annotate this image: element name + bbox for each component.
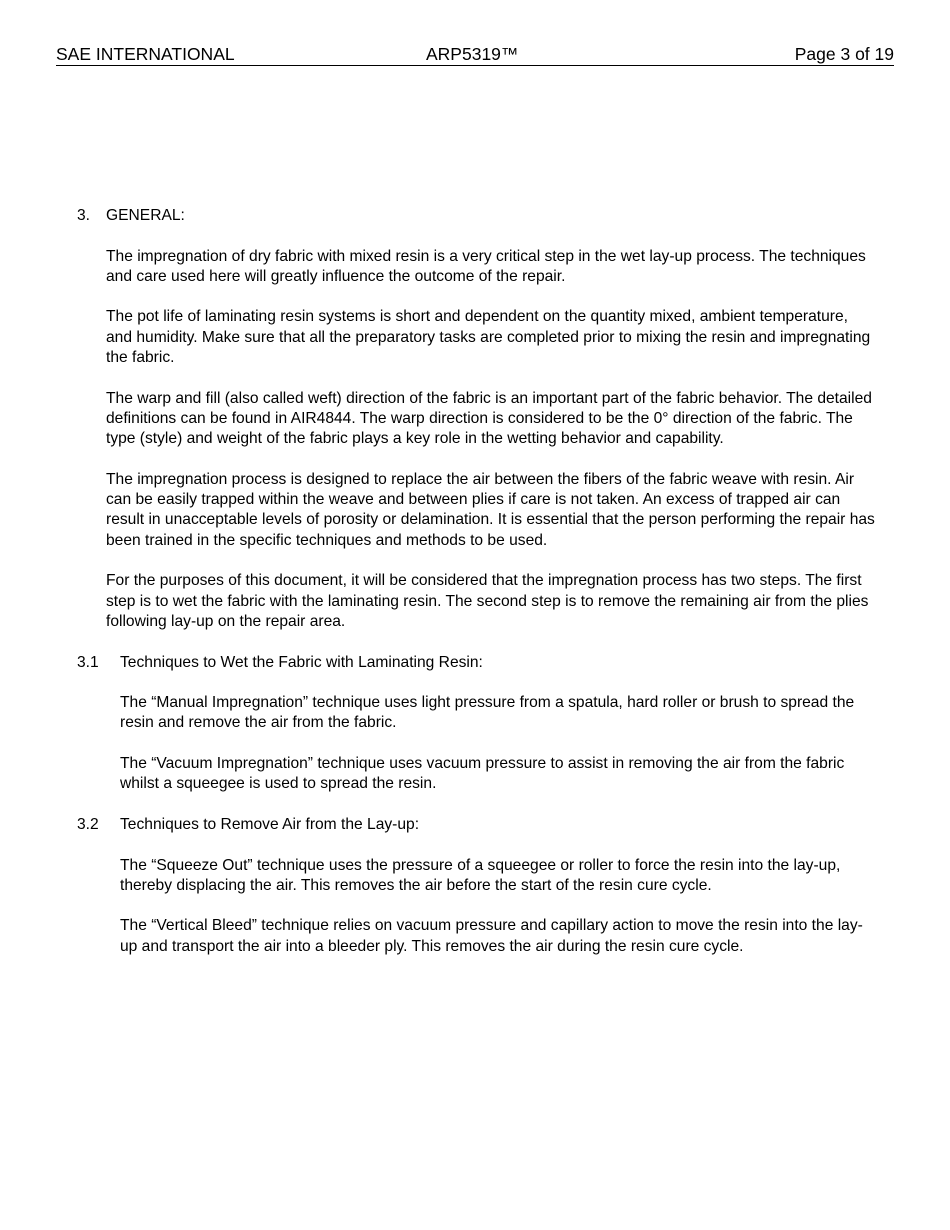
header-organization: SAE INTERNATIONAL <box>56 44 235 64</box>
section-number: 3.2 <box>77 815 99 833</box>
document-body <box>77 206 877 957</box>
paragraph: The “Vertical Bleed” technique relies on vacuum pressure and capillary action to move the resin into the lay-up and transport the air into a bleeder ply. This removes the air during the resin cure cycle. <box>120 917 863 955</box>
paragraph: For the purposes of this document, it will be considered that the impregnation process has two steps. The first step is to wet the fabric with the laminating resin. The second step is to remove the remaining air from the plies following lay-up on the repair area. <box>106 572 869 630</box>
header-page-number: Page 3 of 19 <box>794 44 894 64</box>
section-title: Techniques to Wet the Fabric with Laminating Resin: <box>120 653 483 671</box>
paragraph: The warp and fill (also called weft) direction of the fabric is an important part of the fabric behavior. The detailed definitions can be found in AIR4844. The warp direction is considered to be the 0° direction of the fabric. The type (style) and weight of the fabric plays a key role in the wetting behavior and capability. <box>106 389 872 448</box>
section-3-heading <box>77 206 877 226</box>
section-number: 3. <box>77 207 91 224</box>
paragraph: The “Squeeze Out” technique uses the pressure of a squeegee or roller to force the resin into the lay-up, thereby displacing the air. This removes the air before the start of the resin cure cycle. <box>120 856 841 894</box>
paragraph: The “Vacuum Impregnation” technique uses vacuum pressure to assist in removing the air from the fabric whilst a squeegee is used to spread the resin. <box>120 755 845 793</box>
section-title: Techniques to Remove Air from the Lay-up: <box>120 815 420 833</box>
paragraph: The impregnation process is designed to replace the air between the fibers of the fabric weave with resin. Air can be easily trapped within the weave and between plies if care is not taken. An excess of trapped air can result in unacceptable levels of porosity or delamination. It is essential that the person performing the repair has been trained in the specific techniques and methods to be used. <box>106 470 875 549</box>
section-number: 3.1 <box>77 653 99 671</box>
section-3-1-heading <box>77 653 877 673</box>
paragraph: The pot life of laminating resin systems is short and dependent on the quantity mixed, ambient temperature, and humidity. Make sure that all the preparatory tasks are completed prior to mixing the resin and impregnating the fabric. <box>106 308 871 367</box>
section-title: GENERAL: <box>106 207 185 224</box>
paragraph: The “Manual Impregnation” technique uses light pressure from a spatula, hard roller or brush to spread the resin and remove the air from the fabric. <box>120 694 855 732</box>
page-header <box>56 44 894 66</box>
section-3-2-heading <box>77 815 877 835</box>
paragraph: The impregnation of dry fabric with mixed resin is a very critical step in the wet lay-up process. The techniques and care used here will greatly influence the outcome of the repair. <box>106 247 866 285</box>
header-document-id: ARP5319™ <box>426 44 519 64</box>
